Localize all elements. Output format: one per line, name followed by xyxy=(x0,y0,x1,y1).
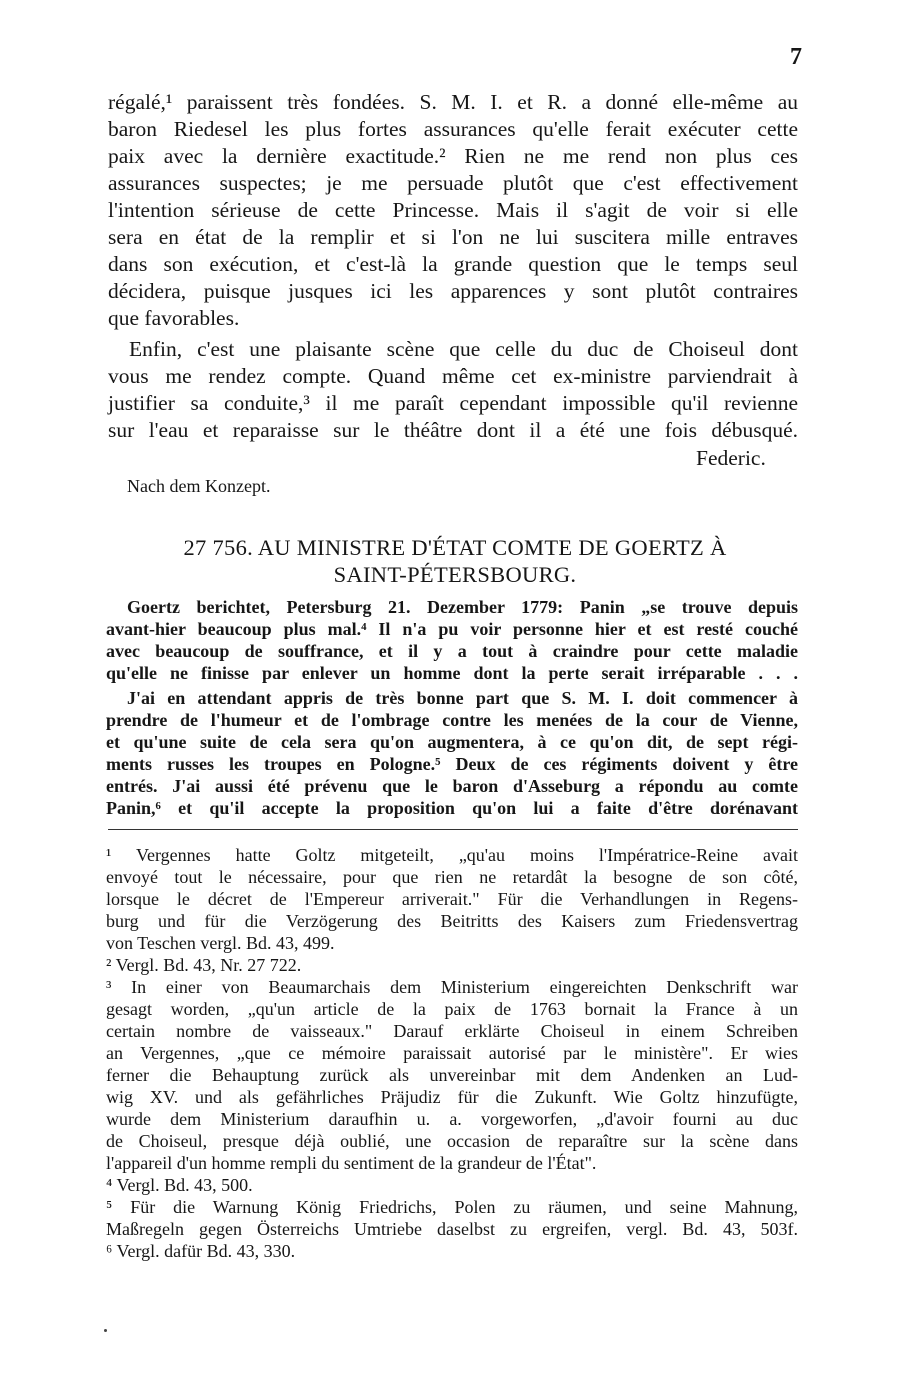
footnote-rule xyxy=(108,829,798,830)
body-line: décidera, puisque jusques ici les apparences y sont plutôt contraires xyxy=(108,279,798,303)
footnote-line: ⁵ Für die Warnung König Friedrichs, Polen zu räumen, und seine Mahnung, xyxy=(106,1197,798,1217)
footnote-line: ² Vergl. Bd. 43, Nr. 27 722. xyxy=(106,955,302,975)
body-line: vous me rendez compte. Quand même cet ex-ministre parviendrait à xyxy=(108,364,798,388)
body-line: paix avec la dernière exactitude.² Rien ne me rend non plus ces xyxy=(108,144,798,168)
body-line: assurances suspectes; je me persuade plutôt que c'est effectivement xyxy=(108,171,798,195)
footnote-line: certain nombre de vaisseaux." Darauf erklärte Choiseul in einem Schreiben xyxy=(106,1021,798,1041)
footnote-line: de Choiseul, presque déjà oublié, une occasion de reparaître sur la scène dans xyxy=(106,1131,798,1151)
footnote-line: ¹ Vergennes hatte Goltz mitgeteilt, „qu'au moins l'Impératrice-Reine avait xyxy=(106,845,798,865)
footnote-line: burg und für die Verzögerung des Beitritts des Kaisers zum Friedensvertrag xyxy=(106,911,798,931)
body-line: sur l'eau et reparaisse sur le théâtre dont il a été une fois débusqué. xyxy=(108,418,798,442)
body-line: Enfin, c'est une plaisante scène que celle du duc de Choiseul dont xyxy=(129,337,798,361)
body-line: sera en état de la remplir et si l'on ne lui suscitera mille entraves xyxy=(108,225,798,249)
footnote-line: lorsque le décret de l'Empereur arriverait." Für die Verhandlungen in Regens- xyxy=(106,889,798,909)
summary-line: J'ai en attendant appris de très bonne part que S. M. I. doit commencer à xyxy=(127,688,798,708)
summary-line: qu'elle ne finisse par enlever un homme dont la perte serait irréparable . . . xyxy=(106,663,798,683)
summary-line: entrés. J'ai aussi été prévenu que le baron d'Asseburg a répondu au comte xyxy=(106,776,798,796)
body-line: dans son exécution, et c'est-là la grande question que le temps seul xyxy=(108,252,798,276)
footnote-line: envoyé tout le nécessaire, pour que rien ne retardât la besogne de son côté, xyxy=(106,867,798,887)
summary-line: avec beaucoup de souffrance, et il y a tout à craindre pour cette maladie xyxy=(106,641,798,661)
body-line: l'intention sérieuse de cette Princesse. Mais il s'agit de voir si elle xyxy=(108,198,798,222)
footnote-line: ³ In einer von Beaumarchais dem Ministerium eingereichten Denkschrift war xyxy=(106,977,798,997)
summary-line: ments russes les troupes en Pologne.⁵ Deux de ces régiments doivent y être xyxy=(106,754,798,774)
footnote-line: an Vergennes, „que ce mémoire paraissait autorisé par le ministère". Er wies xyxy=(106,1043,798,1063)
body-line: que favorables. xyxy=(108,306,240,330)
footnote-line: ⁴ Vergl. Bd. 43, 500. xyxy=(106,1175,253,1195)
body-line: régalé,¹ paraissent très fondées. S. M. I. et R. a donné elle-même au xyxy=(108,90,798,114)
footnote-line: wig XV. und als gefährliches Präjudiz für die Zukunft. Wie Goltz hinzufügte, xyxy=(106,1087,798,1107)
footnote-line: von Teschen vergl. Bd. 43, 499. xyxy=(106,933,335,953)
footnote-line: wurde dem Ministerium daraufhin u. a. vorgeworfen, „d'avoir fourni au duc xyxy=(106,1109,798,1129)
page-number: 7 xyxy=(790,44,802,70)
summary-line: avant-hier beaucoup plus mal.⁴ Il n'a pu voir personne hier et est resté couché xyxy=(106,619,798,639)
letter-title: 27 756. AU MINISTRE D'ÉTAT COMTE DE GOERTZ À xyxy=(183,535,727,560)
source-note: Nach dem Konzept. xyxy=(127,476,271,496)
summary-line: Panin,⁶ et qu'il accepte la proposition qu'on lui a faite d'être dorénavant xyxy=(106,798,798,818)
body-line: baron Riedesel les plus fortes assurances qu'elle ferait exécuter cette xyxy=(108,117,798,141)
footnote-line: Maßregeln gegen Österreichs Umtriebe daselbst zu ergreifen, vergl. Bd. 43, 503f. xyxy=(106,1219,798,1239)
body-line: justifier sa conduite,³ il me paraît cependant impossible qu'il revienne xyxy=(108,391,798,415)
footnote-line: l'appareil d'un homme rempli du sentiment de la grandeur de l'État". xyxy=(106,1153,597,1173)
summary-line: et qu'une suite de cela sera qu'on augmentera, à ce qu'on dit, de sept régi- xyxy=(106,732,798,752)
summary-line: Goertz berichtet, Petersburg 21. Dezember 1779: Panin „se trouve depuis xyxy=(127,597,798,617)
footnote-line: gesagt worden, „qu'un article de la paix de 1763 bornait la France à un xyxy=(106,999,798,1019)
summary-line: prendre de l'humeur et de l'ombrage contre les menées de la cour de Vienne, xyxy=(106,710,798,730)
letter-title: SAINT-PÉTERSBOURG. xyxy=(333,562,577,587)
footnote-line: ⁶ Vergl. dafür Bd. 43, 330. xyxy=(106,1241,296,1261)
print-speck xyxy=(104,1329,107,1332)
footnote-line: ferner die Behauptung zurück als unvereinbar mit dem Andenken an Lud- xyxy=(106,1065,798,1085)
signature: Federic. xyxy=(696,446,766,470)
